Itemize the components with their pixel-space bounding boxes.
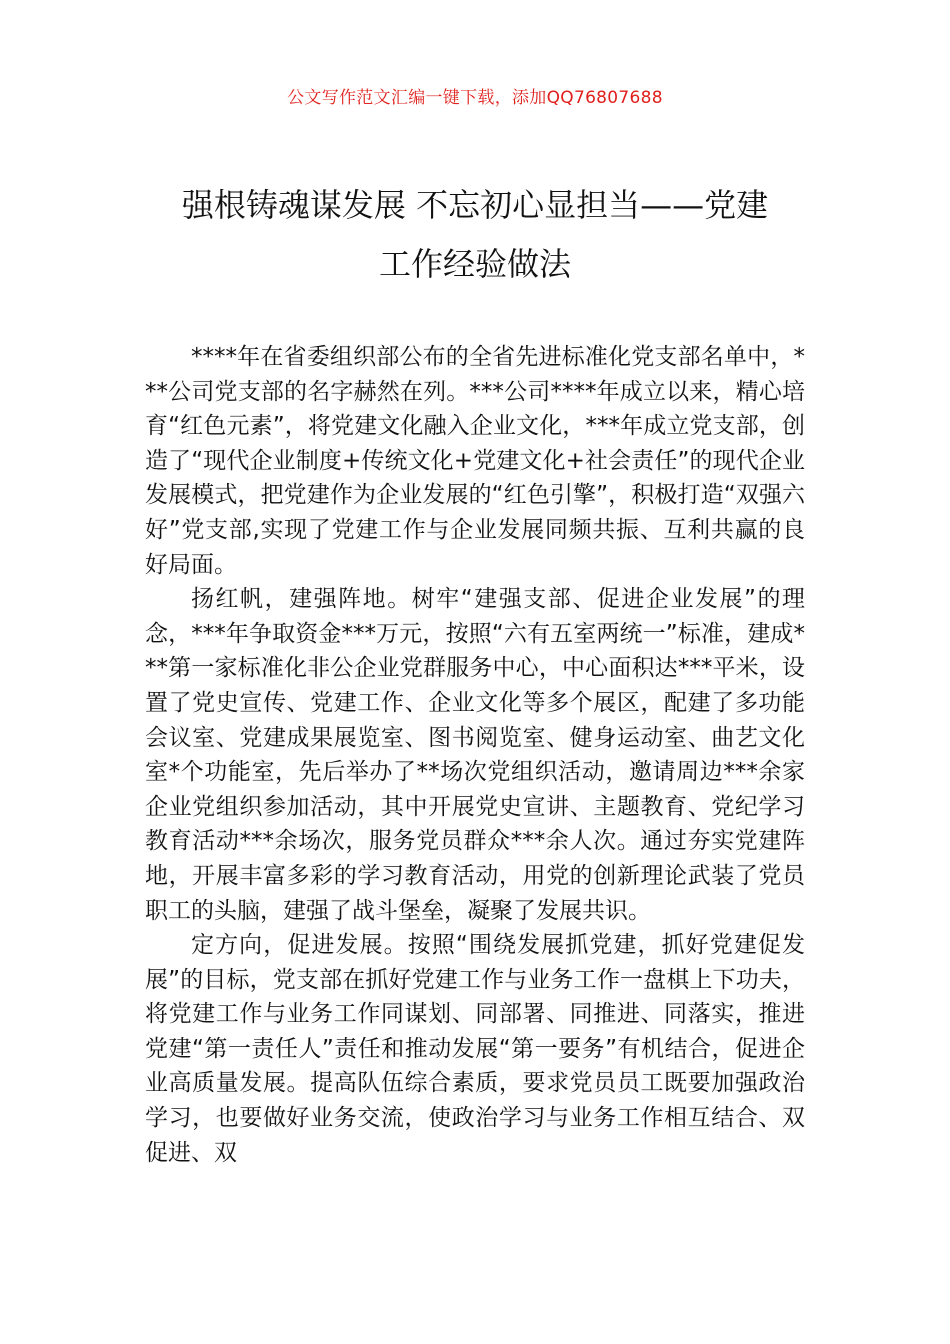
title-line-1: 强根铸魂谋发展 不忘初心显担当——党建 bbox=[181, 186, 769, 224]
document-body bbox=[145, 340, 805, 1170]
document-title bbox=[120, 176, 830, 294]
paragraph-direction: 定方向，促进发展。按照“围绕发展抓党建，抓好党建促发展”的目标，党支部在抓好党建工作与业务工作一盘棋上下功夫，将党建工作与业务工作同谋划、同部署、同推进、同落实，推进党建“第一责任人”责任和推动发展“第一要务”有机结合，促进企业高质量发展。提高队伍综合素质，要求党员员工既要加强政治学习，也要做好业务交流，使政治学习与业务工作相互结合、双促进、双 bbox=[145, 932, 805, 1166]
paragraph-intro: ****年在省委组织部公布的全省先进标准化党支部名单中，***公司党支部的名字赫然在列。***公司****年成立以来，精心培育“红色元素”，将党建文化融入企业文化，***年成立党支部，创造了“现代企业制度+传统文化+党建文化+社会责任”的现代企业发展模式，把党建作为企业发展的“红色引擎”，积极打造“双强六好”党支部,实现了党建工作与企业发展同频共振、互利共赢的良好局面。 bbox=[145, 344, 805, 578]
title-line-2: 工作经验做法 bbox=[378, 245, 571, 283]
download-banner: 公文写作范文汇编一键下载，添加QQ76807688 bbox=[287, 88, 663, 108]
paragraph-red-sail: 扬红帆，建强阵地。树牢“建强支部、促进企业发展”的理念，***年争取资金***万元，按照“六有五室两统一”标准，建成***第一家标准化非公企业党群服务中心，中心面积达***平米，设置了党史宣传、党建工作、企业文化等多个展区，配建了多功能会议室、党建成果展览室、图书阅览室、健身运动室、曲艺文化室*个功能室，先后举办了**场次党组织活动，邀请周边***余家企业党组织参加活动，其中开展党史宣讲、主题教育、党纪学习教育活动***余场次，服务党员群众***余人次。通过夯实党建阵地，开展丰富多彩的学习教育活动，用党的创新理论武装了党员职工的头脑，建强了战斗堡垒，凝聚了发展共识。 bbox=[145, 586, 805, 924]
